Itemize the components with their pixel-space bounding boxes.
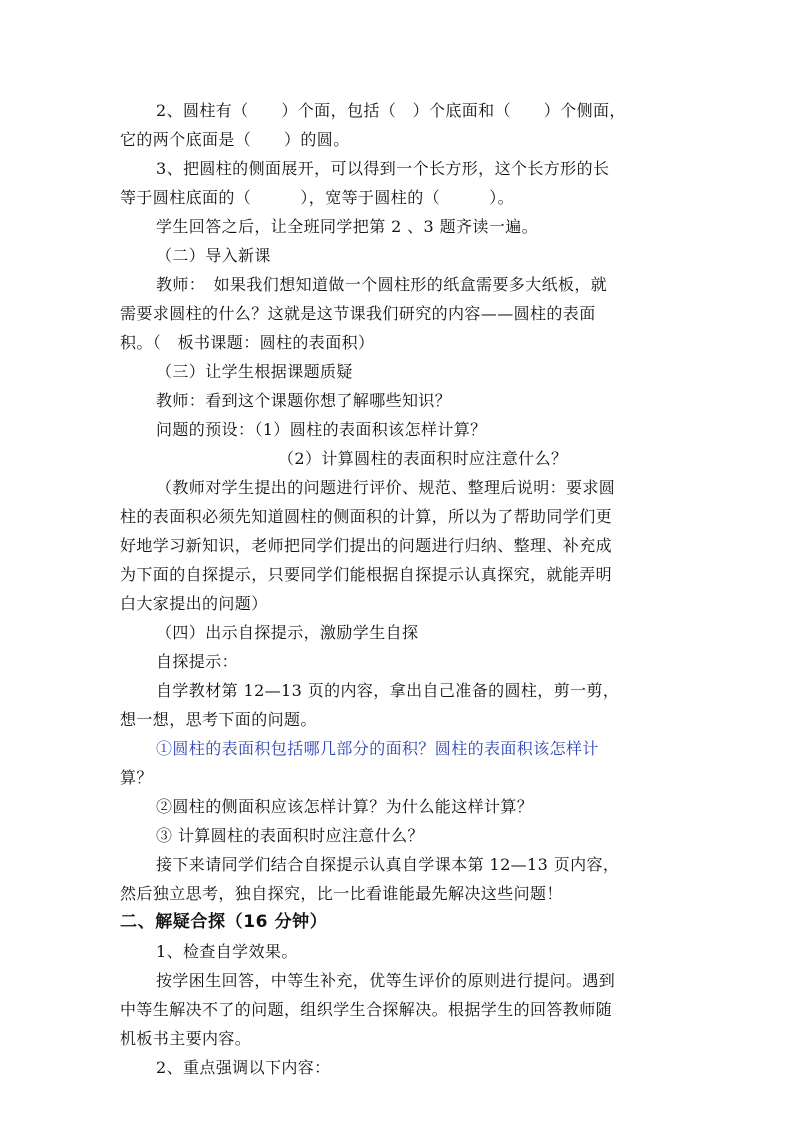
self-study-line-2: 然后独立思考，独自探究，比一比看谁能最先解决这些问题！ (120, 884, 563, 903)
emphasis-title: 2、重点强调以下内容： (156, 1058, 331, 1077)
hint-intro-line-2: 想一想，思考下面的问题。 (120, 710, 317, 729)
section-heading-4: （四）出示自探提示，激励学生自探 (156, 623, 419, 642)
check-effect: 1、检查自学效果。 (156, 942, 298, 961)
teacher-note-line-2: 柱的表面积必须先知道圆柱的侧面积的计算，所以为了帮助同学们更 (120, 507, 613, 526)
teacher-note-line-5: 白大家提出的问题） (120, 594, 268, 613)
hint-item-2: ②圆柱的侧面积应该怎样计算？为什么能这样计算？ (156, 797, 534, 816)
question-3-line-1: 3、把圆柱的侧面展开，可以得到一个长方形，这个长方形的长 (156, 159, 610, 178)
main-heading-2: 二、解疑合探（16 分钟） (120, 912, 328, 932)
question-2-line-2: 它的两个底面是（ ）的圆。 (120, 130, 350, 149)
preset-question-2: （2）计算圆柱的表面积时应注意什么？ (278, 449, 568, 468)
teacher-intro-line-2: 需要求圆柱的什么？这就是这节课我们研究的内容——圆柱的表面 (120, 304, 596, 323)
question-3-line-2: 等于圆柱底面的（ ），宽等于圆柱的（ ）。 (120, 188, 515, 207)
principle-line-3: 机板书主要内容。 (120, 1029, 252, 1048)
teacher-intro-line-3: 积。（ 板书课题：圆柱的表面积） (120, 333, 375, 352)
section-heading-3: （三）让学生根据课题质疑 (156, 362, 353, 381)
teacher-intro-line-1: 教师： 如果我们想知道做一个圆柱形的纸盒需要多大纸板，就 (156, 275, 608, 294)
reading-instruction: 学生回答之后，让全班同学把第 2 、3 题齐读一遍。 (156, 217, 539, 236)
hint-item-1-line-2: 算？ (120, 768, 153, 787)
teacher-note-line-4: 为下面的自探提示，只要同学们能根据自探提示认真探究，就能弄明 (120, 565, 613, 584)
self-study-line-1: 接下来请同学们结合自探提示认真自学课本第 12—13 页内容， (156, 855, 620, 874)
section-heading-2: （二）导入新课 (156, 246, 271, 265)
hint-title: 自探提示： (156, 652, 239, 671)
document-page (120, 96, 680, 1082)
principle-line-1: 按学困生回答，中等生补充，优等生评价的原则进行提问。遇到 (156, 971, 616, 990)
teacher-question: 教师：看到这个课题你想了解哪些知识？ (156, 391, 452, 410)
preset-question-1: 问题的预设：（1）圆柱的表面积该怎样计算？ (156, 420, 487, 439)
hint-item-3: ③ 计算圆柱的表面积时应注意什么？ (156, 826, 424, 845)
teacher-note-line-3: 好地学习新知识，老师把同学们提出的问题进行归纳、整理、补充成 (120, 536, 613, 555)
principle-line-2: 中等生解决不了的问题，组织学生合探解决。根据学生的回答教师随 (120, 1000, 613, 1019)
question-2-line-1: 2、圆柱有（ ）个面，包括（ ）个底面和（ ）个侧面， (156, 101, 626, 120)
hint-intro-line-1: 自学教材第 12—13 页的内容，拿出自己准备的圆柱，剪一剪， (156, 681, 620, 700)
teacher-note-line-1: （教师对学生提出的问题进行评价、规范、整理后说明：要求圆 (156, 478, 616, 497)
hint-item-1-line-1: ①圆柱的表面积包括哪几部分的面积？圆柱的表面积该怎样计 (156, 739, 599, 758)
